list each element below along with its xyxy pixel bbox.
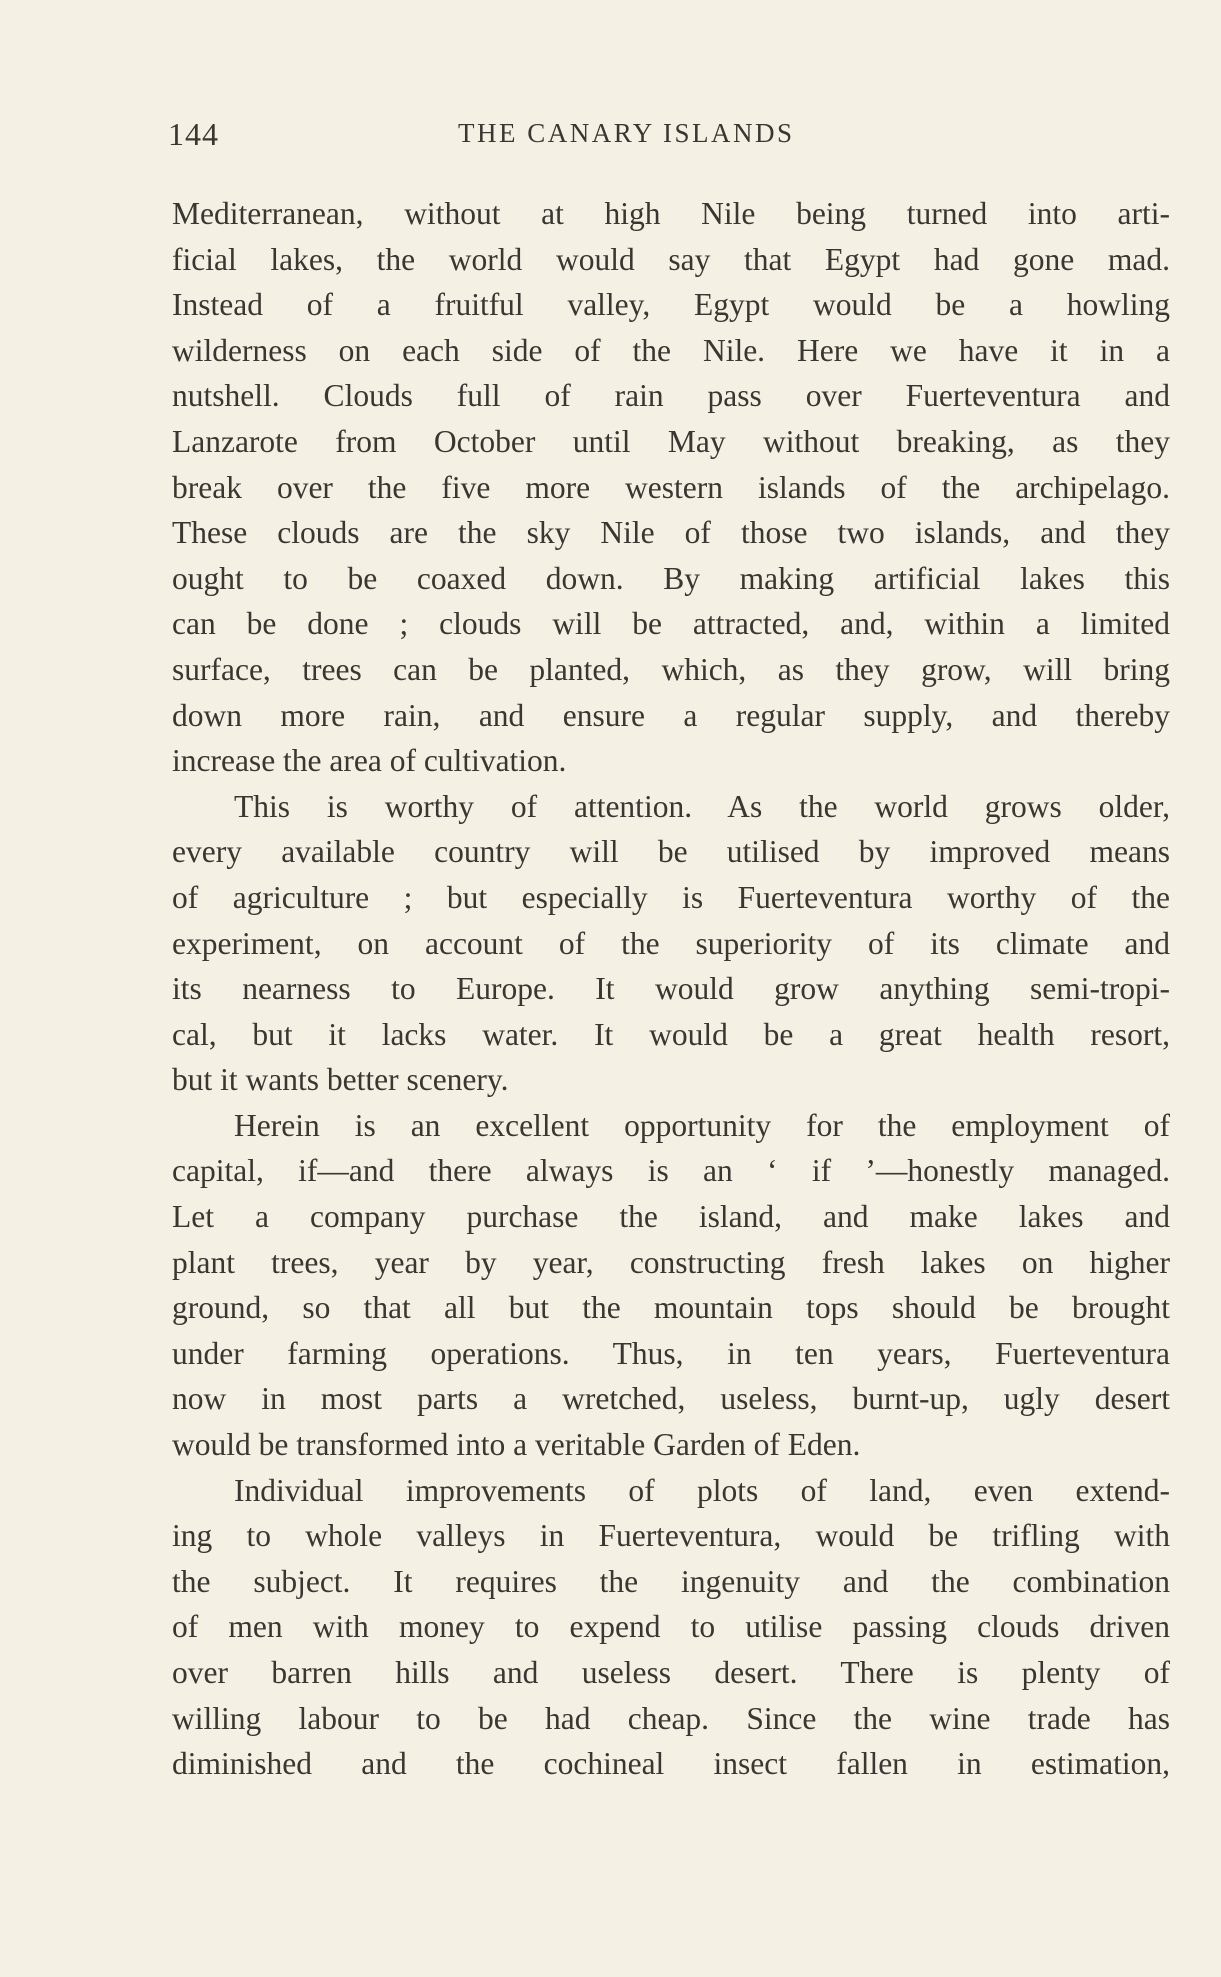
text-line: plant trees, year by year, constructing fresh lakes on higher	[172, 1244, 1170, 1280]
page-header	[168, 116, 1168, 156]
text-line: ficial lakes, the world would say that Egypt had gone mad.	[172, 241, 1170, 277]
text-line: experiment, on account of the superiority of its climate and	[172, 925, 1170, 961]
text-line: down more rain, and ensure a regular supply, and thereby	[172, 697, 1170, 733]
text-line: but it wants better scenery.	[172, 1062, 509, 1098]
text-line: under farming operations. Thus, in ten years, Fuerteventura	[172, 1335, 1170, 1371]
text-line: cal, but it lacks water. It would be a great health resort,	[172, 1016, 1170, 1052]
text-line: diminished and the cochineal insect fallen in estimation,	[172, 1746, 1170, 1782]
text-line: ground, so that all but the mountain tops should be brought	[172, 1290, 1170, 1326]
text-line: over barren hills and useless desert. There is plenty of	[172, 1655, 1170, 1690]
text-line: nutshell. Clouds full of rain pass over Fuerteventura and	[172, 378, 1170, 414]
text-line: willing labour to be had cheap. Since the wine trade has	[172, 1700, 1170, 1736]
text-line: wilderness on each side of the Nile. Here we have it in a	[172, 332, 1170, 368]
text-line: Individual improvements of plots of land, even extend-	[234, 1472, 1170, 1508]
text-line: would be transformed into a veritable Garden of Eden.	[172, 1427, 861, 1463]
text-line: its nearness to Europe. It would grow anything semi-tropi-	[172, 971, 1170, 1007]
text-line: of men with money to expend to utilise passing clouds driven	[172, 1609, 1170, 1645]
text-line: now in most parts a wretched, useless, burnt-up, ugly desert	[172, 1381, 1170, 1417]
text-line: ought to be coaxed down. By making artificial lakes this	[172, 560, 1170, 596]
text-line: These clouds are the sky Nile of those two islands, and they	[172, 515, 1170, 551]
text-line: Instead of a fruitful valley, Egypt would be a howling	[172, 287, 1170, 323]
text-line: ing to whole valleys in Fuerteventura, would be trifling with	[172, 1518, 1170, 1554]
text-line: the subject. It requires the ingenuity and the combination	[172, 1563, 1170, 1599]
text-line: increase the area of cultivation.	[172, 743, 567, 779]
text-line: Herein is an excellent opportunity for the employment of	[234, 1107, 1170, 1143]
text-line: every available country will be utilised by improved means	[172, 834, 1170, 870]
text-line: Let a company purchase the island, and make lakes and	[172, 1199, 1170, 1235]
text-line: of agriculture ; but especially is Fuerteventura worthy of the	[172, 879, 1170, 915]
text-line: capital, if—and there always is an ‘ if ’—honestly managed.	[172, 1153, 1170, 1189]
page-number: 144	[168, 116, 219, 152]
text-line: can be done ; clouds will be attracted, and, within a limited	[172, 606, 1170, 642]
text-line: Mediterranean, without at high Nile being turned into arti-	[172, 196, 1170, 231]
text-line: Lanzarote from October until May without breaking, as they	[172, 423, 1170, 459]
text-line: This is worthy of attention. As the world grows older,	[234, 788, 1170, 824]
text-line: break over the five more western islands of the archipelago.	[172, 469, 1170, 505]
text-body	[172, 191, 1170, 1787]
running-head: THE CANARY ISLANDS	[458, 118, 795, 148]
text-line: surface, trees can be planted, which, as they grow, will bring	[172, 651, 1170, 687]
